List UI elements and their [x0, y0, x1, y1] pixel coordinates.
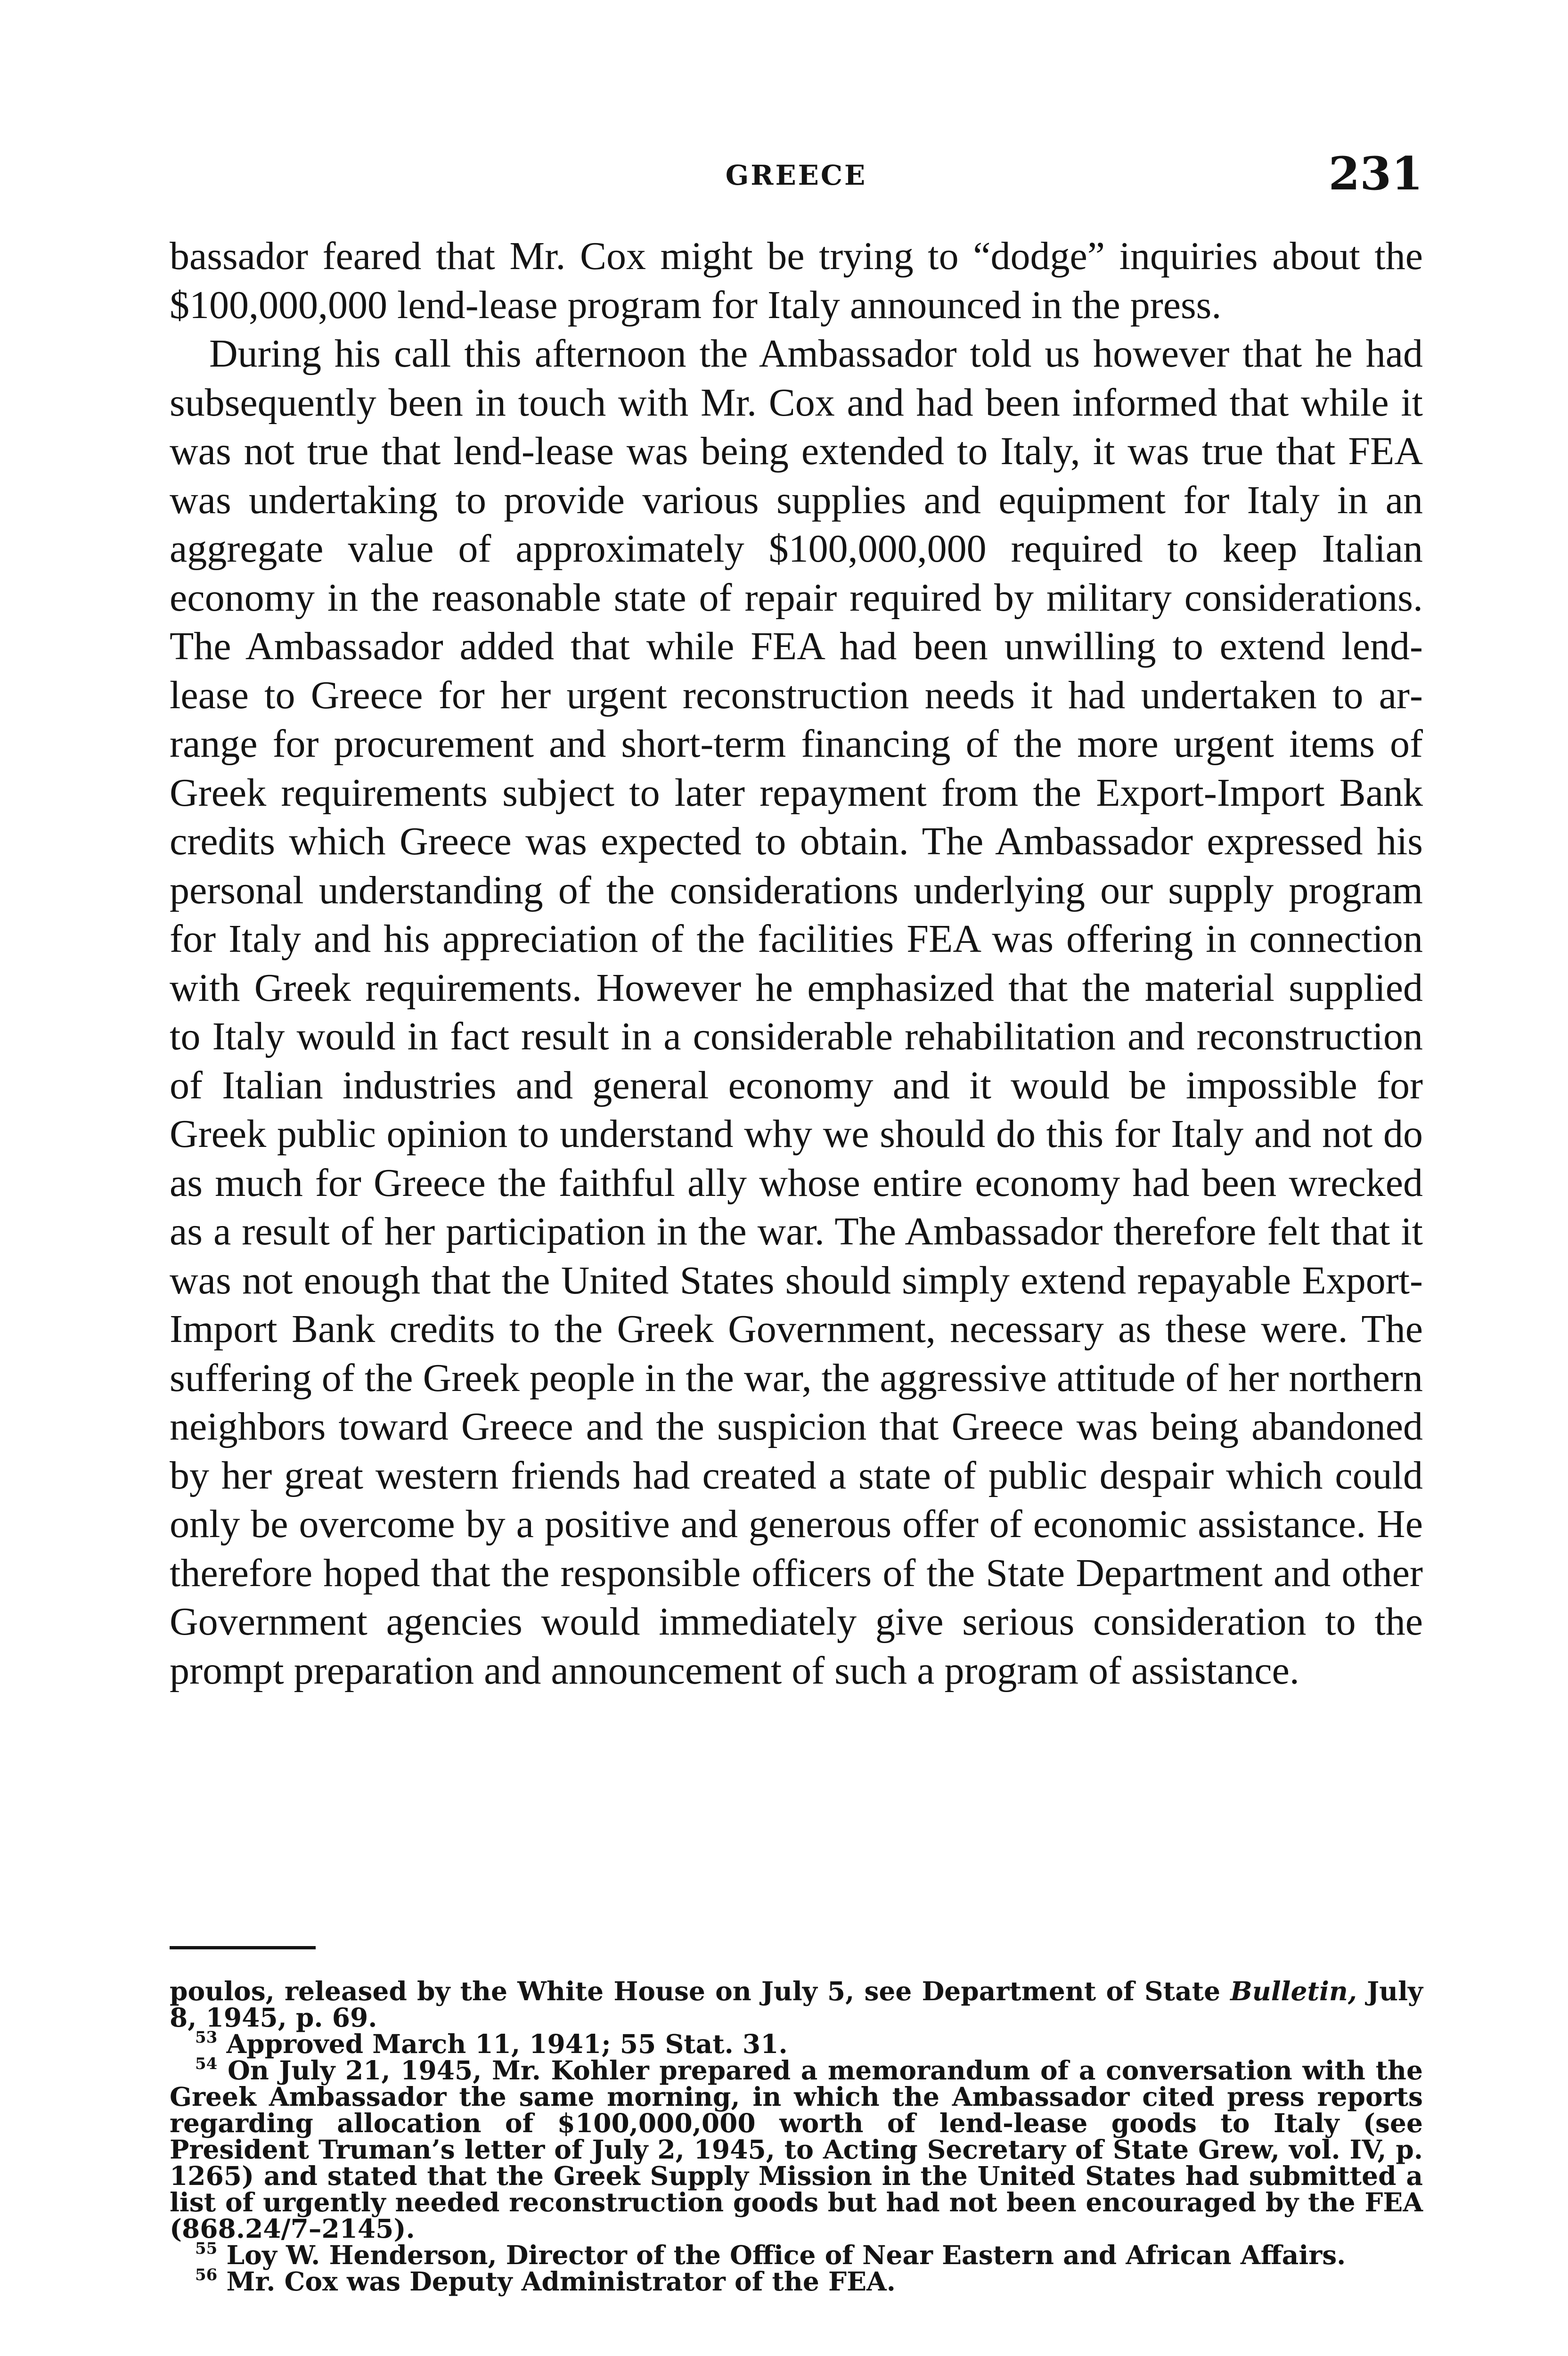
footnote-continuation-italic: Bulletin,: [1230, 1976, 1357, 2006]
footnote-continuation-end: July 8, 1945, p. 69.: [170, 1976, 1423, 2033]
footnote-54-text: On July 21, 1945, Mr. Kohler prepared a memorandum of a conversation with the Greek Ambassador the same morning, in which the Ambassador cited press reports regarding allocation of $100,000,000 worth of lend-lease goods to Italy (see President Truman’s letter of July 2, 1945, to Acting Secretary of State Grew, vol. IV, p. 1265) and stated that the Greek Supply Mission in the United States had submitted a list of urgently needed reconstruction goods but had not been encouraged by the FEA (868.24/7–2145).: [170, 2055, 1423, 2244]
footnote-55-marker: 55: [195, 2239, 218, 2258]
main-text: [170, 232, 1423, 1695]
footnote-53: [170, 2028, 1423, 2059]
page-header: [170, 147, 1423, 199]
footnote-56-marker: 56: [195, 2266, 218, 2284]
footnotes: [170, 1978, 1423, 2295]
footnote-56: [170, 2268, 1423, 2295]
paragraph-1: bassador feared that Mr. Cox might be trying to “dodge” inquiries about the $100,000,000 lend-lease program for Italy announced in the press.: [170, 234, 1423, 327]
footnote-continuation: [170, 1978, 1423, 2031]
footnote-53-marker: 53: [195, 2028, 218, 2047]
footnote-divider: [170, 1946, 316, 1949]
paragraph-2: During his call this afternoon the Ambassador told us however that he had subsequently been in touch with Mr. Cox and had been informed that while it was not true that lend-lease was being extended to Italy, it was true that FEA was undertaking to provide various supplies and equipment for Italy in an aggregate value of approximately $100,000,000 required to keep Italian economy in the reasonable state of repair required by military considerations. The Ambassador added that while FEA had been unwilling to extend lend-lease to Greece for her urgent reconstruction needs it had undertaken to arrange for procurement and short-term financing of the more urgent items of Greek requirements subject to later repayment from the Export-Import Bank credits which Greece was expected to obtain. The Ambassador expressed his personal understanding of the considerations underlying our supply program for Italy and his appreciation of the facilities FEA was offering in connection with Greek requirements. However he emphasized that the material supplied to Italy would in fact result in a considerable rehabilitation and reconstruction of Italian industries and general economy and it would be impossible for Greek public opinion to understand why we should do this for Italy and not do as much for Greece the faithful ally whose entire economy had been wrecked as a result of her participation in the war. The Ambassador therefore felt that it was not enough that the United States should simply extend repayable Export-Import Bank credits to the Greek Government, necessary as these were. The suffering of the Greek people in the war, the aggressive attitude of her northern neighbors toward Greece and the suspicion that Greece was being abandoned by her great western friends had created a state of public despair which could only be overcome by a positive and generous offer of economic assistance. He therefore hoped that the responsible officers of the State Department and other Government agencies would immediately give serious consideration to the prompt preparation and announcement of such a program of assistance.: [170, 332, 1423, 1693]
footnote-55-text: Loy W. Henderson, Director of the Office of Near Eastern and African Affairs.: [226, 2240, 1346, 2270]
footnote-54: [170, 2054, 1423, 2244]
page-number: 231: [1328, 147, 1423, 200]
running-title: GREECE: [725, 159, 867, 191]
footnote-55: [170, 2239, 1423, 2270]
footnote-54-marker: 54: [195, 2054, 218, 2073]
footnote-53-text: Approved March 11, 1941; 55 Stat. 31.: [226, 2029, 788, 2059]
footnote-56-text: Mr. Cox was Deputy Administrator of the FEA.: [226, 2266, 896, 2297]
footnote-continuation-text: poulos, released by the White House on July 5, see Department of State: [170, 1976, 1231, 2006]
